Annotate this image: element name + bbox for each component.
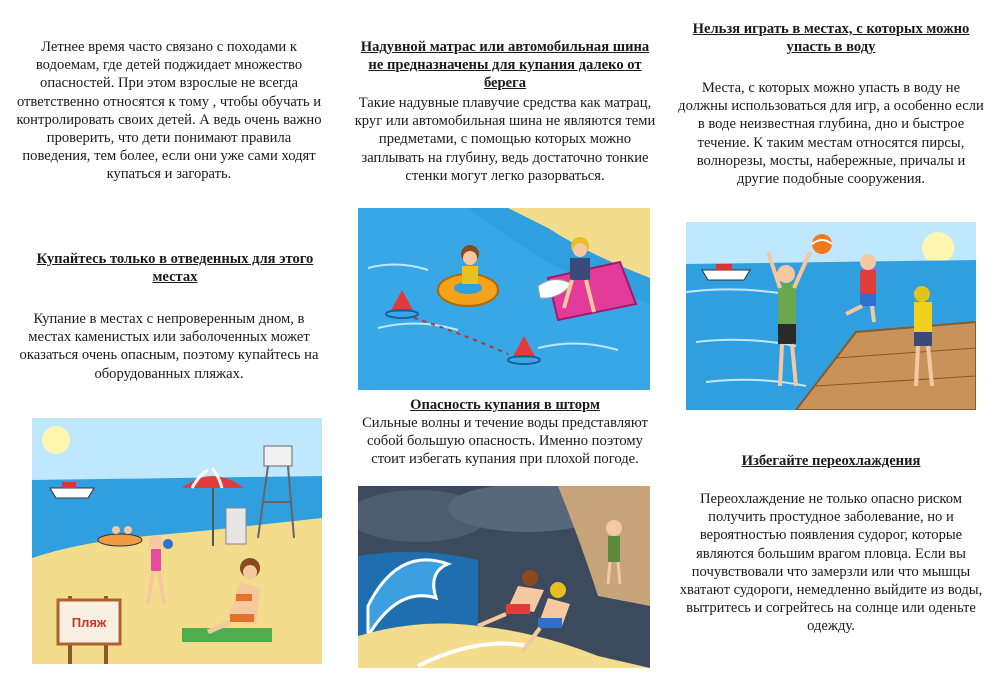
- section-beach-title-block: [30, 250, 320, 286]
- hypothermia-title: Избегайте переохлаждения: [741, 453, 921, 469]
- section-beach-title: Купайтесь только в отведенных для этого местах: [36, 251, 314, 285]
- beach-illustration: [32, 418, 322, 664]
- intro-text-block: [12, 38, 326, 184]
- mattress-title-block: [352, 38, 658, 92]
- hypothermia-text: Переохлаждение не только опасно риском получить простудное заболевание, но и вероятностью появления судорог, которые являются большим врагом пловца. Если вы почувствовали что замерзли или что мышцы хватают судороги, немедленно выйдите из воды, вытритесь и согрейтесь на солнце или оденьте одежду.: [679, 491, 983, 635]
- beach-sign-label: Пляж: [71, 615, 107, 630]
- pier-text-block: [676, 79, 986, 188]
- hypothermia-text-block: [676, 490, 986, 636]
- section-beach-text-block: [12, 310, 326, 383]
- pier-text: Места, с которых можно упасть в воду не должны использоваться для игр, а особенно если в воде неизвестная глубина, дно и быстрое течение. К таким местам относятся пирсы, волнорезы, мосты, набережные, причалы и другие подобные сооружения.: [678, 80, 984, 188]
- pier-title: Нельзя играть в местах, с которых можно упасть в воду: [692, 21, 970, 55]
- hypothermia-title-block: [686, 452, 976, 470]
- mattress-title: Надувной матрас или автомобильная шина не предназначены для купания далеко от берега: [360, 39, 650, 91]
- mattress-illustration: [358, 208, 650, 390]
- pier-illustration: [686, 222, 976, 410]
- intro-paragraph: Летнее время часто связано с походами к водоемам, где детей поджидает множество опасностей. При этом взрослые не всегда ответственно относятся к тому , чтобы обучать и контролировать своих детей. А ведь очень важно проверить, что дети понимают правила поведения, тем более, если они уже сами ходят купаться и загорать.: [16, 39, 322, 183]
- storm-text-block: [352, 414, 658, 469]
- storm-text: Сильные волны и течение воды представляют собой большую опасность. Именно поэтому стоит избегать купания при плохой погоде.: [362, 415, 648, 468]
- pier-title-block: [686, 20, 976, 56]
- mattress-text: Такие надувные плавучие средства как матрац, круг или автомобильная шина не являются теми предметами, с помощью которых можно заплывать на глубину, ведь достаточно тонкие стенки могут легко разорваться.: [354, 95, 656, 184]
- mattress-text-block: [352, 94, 658, 185]
- storm-title: Опасность купания в шторм: [410, 397, 600, 413]
- storm-illustration: [358, 486, 650, 668]
- storm-title-block: [352, 396, 658, 414]
- section-beach-text: Купание в местах с непроверенным дном, в местах каменистых или заболоченных может оказаться очень опасным, поэтому купайтесь на оборудованных пляжах.: [19, 311, 319, 382]
